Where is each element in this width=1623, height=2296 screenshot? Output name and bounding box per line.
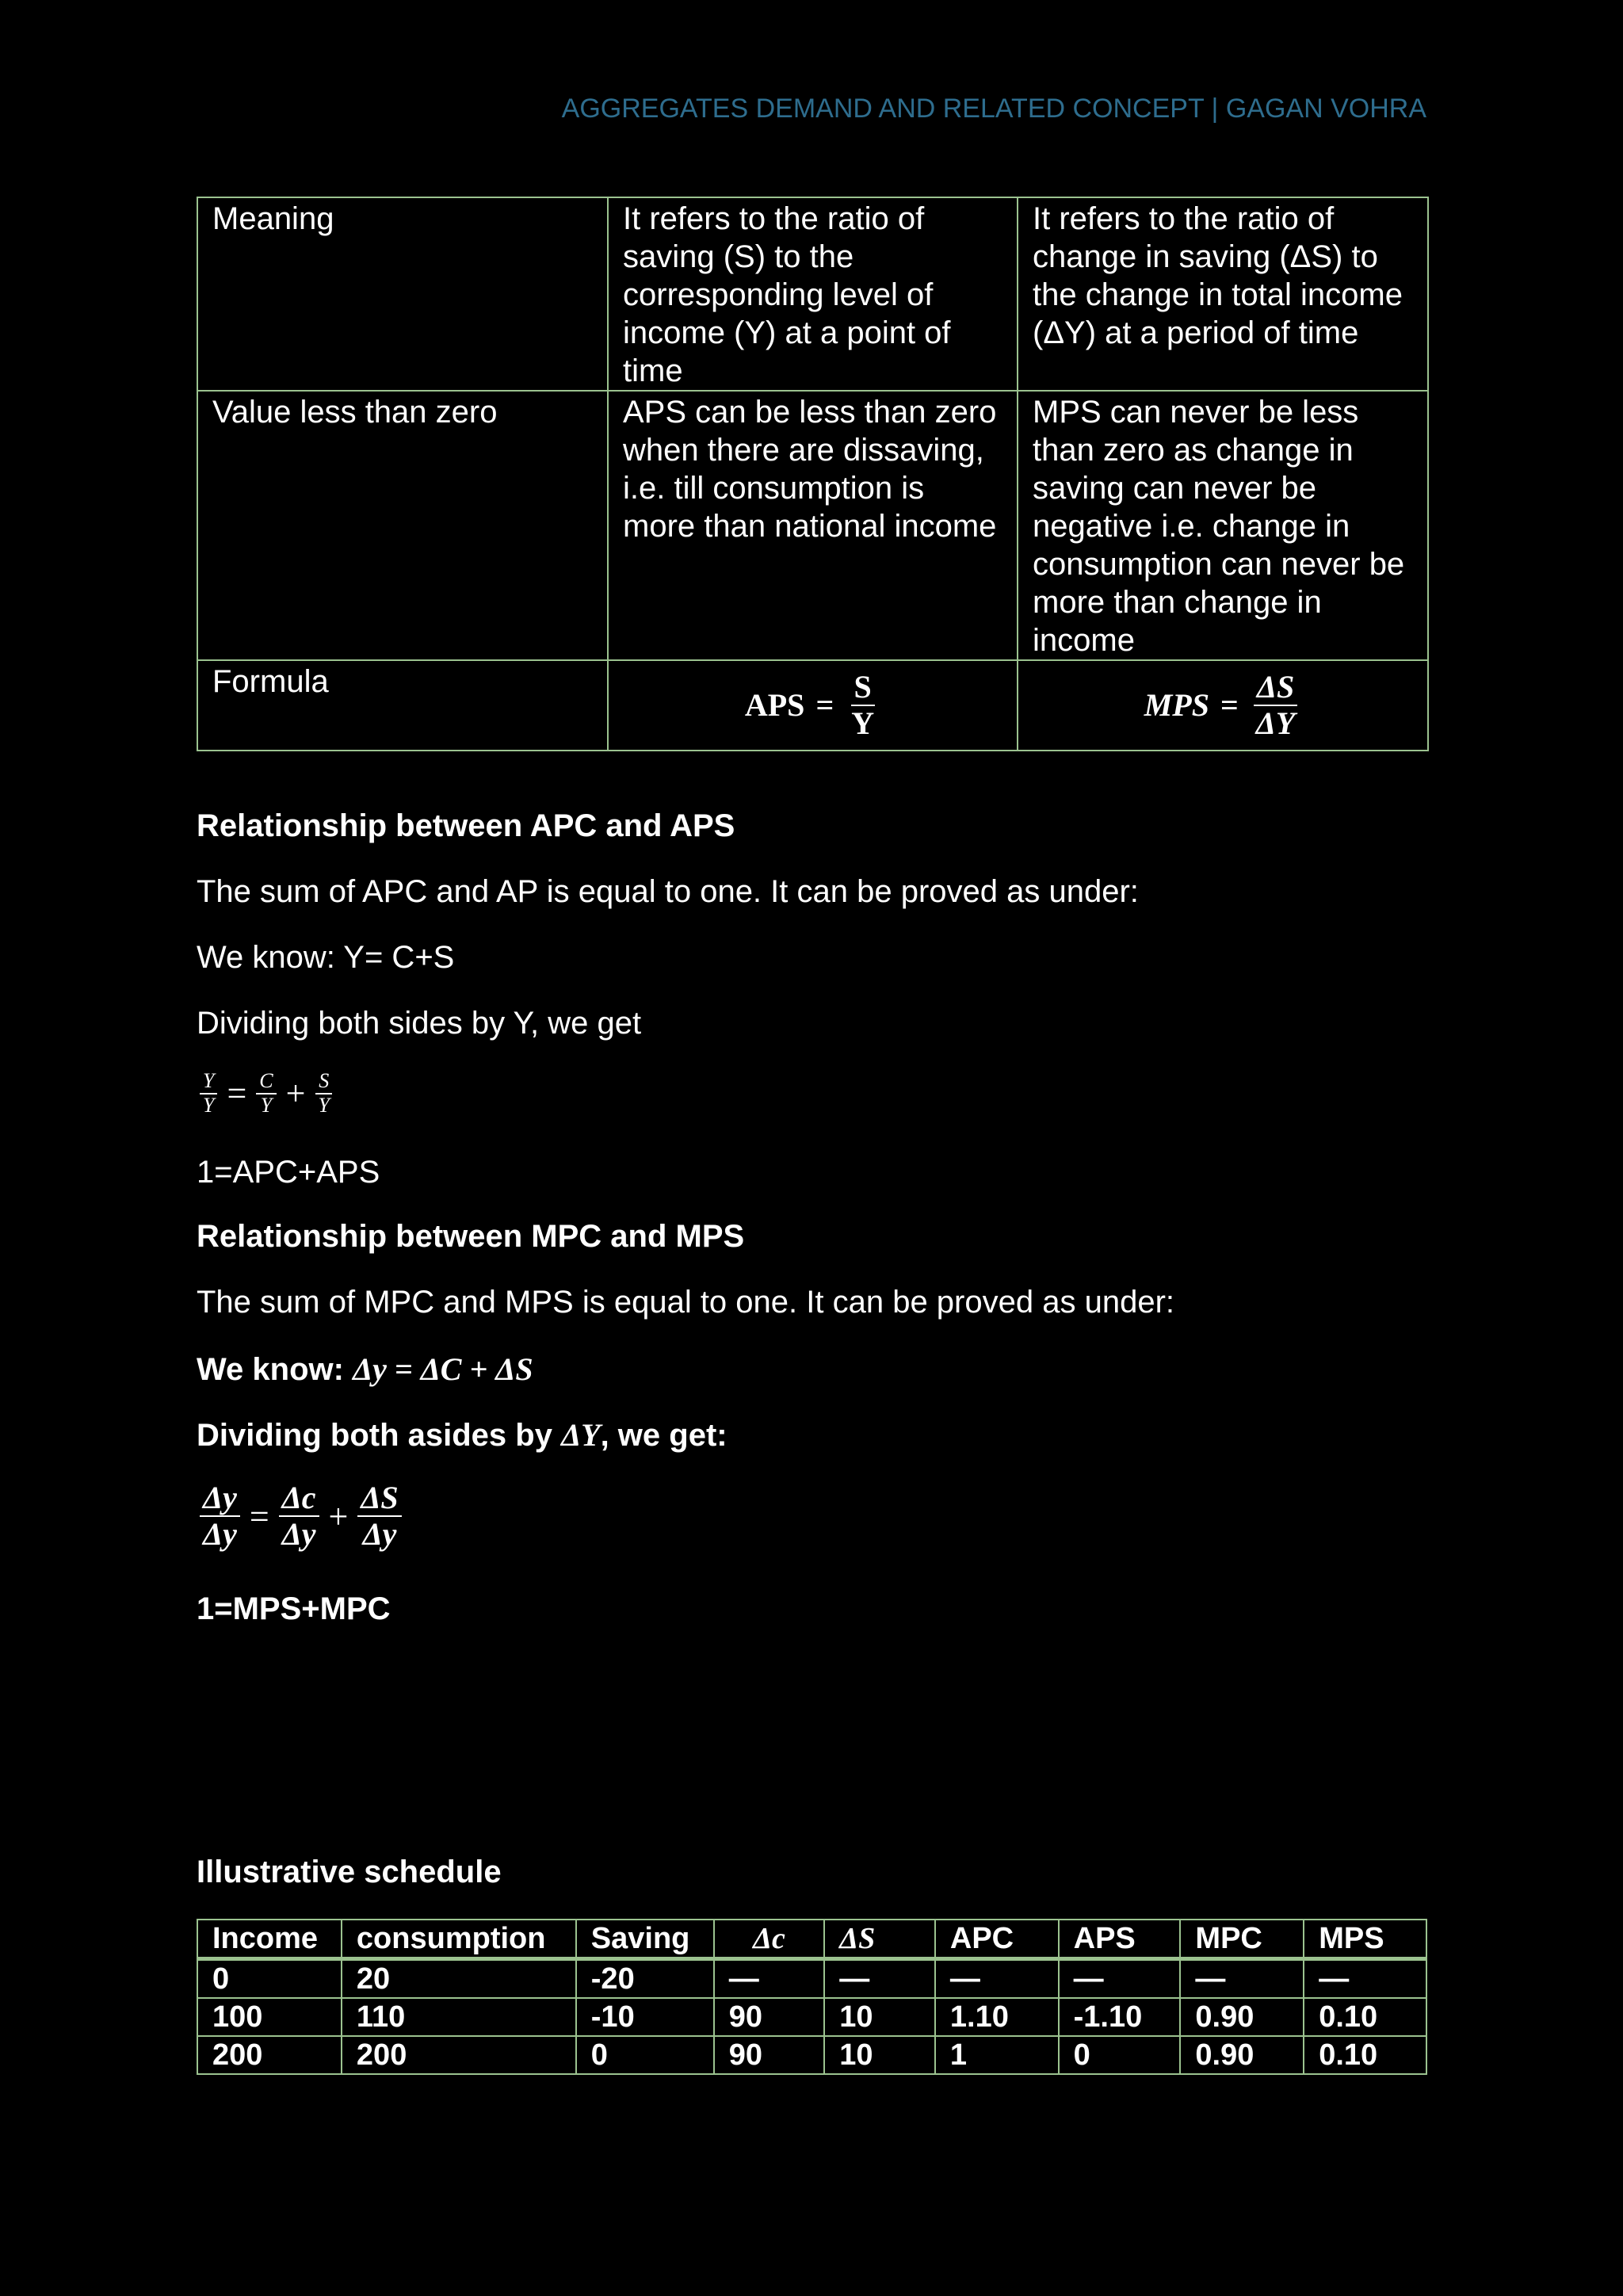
know-equation: Δy = ΔC + ΔS: [353, 1351, 533, 1387]
mps-cell: It refers to the ratio of change in saving (ΔS) to the change in total income (ΔY) at a period of time: [1018, 197, 1428, 391]
numerator: ΔS: [1254, 670, 1297, 706]
table-cell: -10: [576, 1998, 714, 2036]
section-heading-apc-aps: Relationship between APC and APS: [197, 808, 735, 843]
table-cell: 90: [714, 2036, 825, 2074]
column-header: APC: [935, 1920, 1059, 1959]
fraction: [279, 1480, 319, 1552]
numerator: S: [851, 670, 875, 706]
divide-suffix: , we get:: [600, 1418, 727, 1453]
fraction: [848, 670, 877, 741]
equals-sign: =: [249, 1496, 269, 1536]
schedule-title: Illustrative schedule: [197, 1855, 502, 1889]
section-heading-mpc-mps: Relationship between MPC and MPS: [197, 1219, 745, 1254]
table-cell: 200: [342, 2036, 576, 2074]
numerator: Δy: [200, 1480, 240, 1517]
denominator: Δy: [203, 1516, 237, 1552]
table-row: [197, 2036, 1426, 2074]
paragraph: The sum of MPC and MPS is equal to one. It can be proved as under:: [197, 1285, 1175, 1320]
paragraph: We know: Y= C+S: [197, 940, 455, 975]
mpc-mps-equation: [197, 1480, 405, 1552]
row-label: Value less than zero: [197, 391, 608, 660]
column-header: consumption: [342, 1920, 576, 1959]
plus-sign: +: [328, 1496, 349, 1536]
table-cell: —: [1180, 1959, 1304, 1999]
fraction: [357, 1480, 401, 1552]
numerator: S: [315, 1070, 332, 1095]
fraction: [256, 1070, 276, 1117]
column-header: ΔS: [824, 1920, 935, 1959]
denominator: Y: [203, 1093, 215, 1117]
table-cell: —: [824, 1959, 935, 1999]
aps-cell: APS can be less than zero when there are dissaving, i.e. till consumption is more than national income: [608, 391, 1018, 660]
table-row: [197, 660, 1428, 751]
column-header: MPS: [1304, 1920, 1426, 1959]
equals-sign: =: [815, 687, 834, 723]
divide-label: Dividing both asides by: [197, 1418, 562, 1453]
table-cell: —: [714, 1959, 825, 1999]
table-row: [197, 197, 1428, 391]
table-cell: 90: [714, 1998, 825, 2036]
table-cell: —: [1059, 1959, 1181, 1999]
column-header: APS: [1059, 1920, 1181, 1959]
numerator: Y: [200, 1070, 217, 1095]
table-cell: 0: [576, 2036, 714, 2074]
result-line: 1=APC+APS: [197, 1155, 380, 1190]
paragraph: The sum of APC and AP is equal to one. It can be proved as under:: [197, 874, 1139, 909]
denominator: ΔY: [1255, 705, 1296, 741]
table-cell: 200: [197, 2036, 342, 2074]
aps-cell: It refers to the ratio of saving (S) to the corresponding level of income (Y) at a point of time: [608, 197, 1018, 391]
table-cell: 10: [824, 1998, 935, 2036]
formula-lhs: MPS: [1144, 687, 1209, 723]
mps-cell: MPS can never be less than zero as change in saving can never be negative i.e. change in consumption can never be more than change in income: [1018, 391, 1428, 660]
denominator: Δy: [281, 1516, 316, 1552]
table-cell: 1: [935, 2036, 1059, 2074]
table-cell: 0.90: [1180, 1998, 1304, 2036]
denominator: Δy: [362, 1516, 397, 1552]
numerator: C: [256, 1070, 276, 1095]
table-row: [197, 1998, 1426, 2036]
column-header: MPC: [1180, 1920, 1304, 1959]
column-header: Saving: [576, 1920, 714, 1959]
table-cell: —: [935, 1959, 1059, 1999]
result-line: 1=MPS+MPC: [197, 1591, 391, 1626]
table-cell: 0.10: [1304, 2036, 1426, 2074]
table-cell: 100: [197, 1998, 342, 2036]
table-cell: 0: [1059, 2036, 1181, 2074]
table-cell: 0.90: [1180, 2036, 1304, 2074]
know-label: We know:: [197, 1352, 353, 1387]
table-cell: 1.10: [935, 1998, 1059, 2036]
column-header: Δc: [714, 1920, 825, 1959]
divide-math: ΔY: [561, 1417, 601, 1453]
row-label: Formula: [197, 660, 608, 751]
fraction: [315, 1070, 332, 1117]
plus-sign: +: [285, 1074, 306, 1114]
table-row: [197, 391, 1428, 660]
table-cell: 0: [197, 1959, 342, 1999]
table-cell: -20: [576, 1959, 714, 1999]
fraction: [1253, 670, 1299, 741]
formula-lhs: APS: [744, 687, 805, 723]
table-header-row: [197, 1920, 1426, 1959]
numerator: Δc: [279, 1480, 319, 1517]
denominator: Y: [851, 705, 875, 741]
fraction: [200, 1480, 240, 1552]
divide-line: [197, 1416, 727, 1454]
denominator: Y: [260, 1093, 273, 1117]
table-cell: -1.10: [1059, 1998, 1181, 2036]
page-header: AGGREGATES DEMAND AND RELATED CONCEPT | GAGAN VOHRA: [561, 94, 1426, 124]
table-cell: 10: [824, 2036, 935, 2074]
table-cell: 20: [342, 1959, 576, 1999]
illustrative-schedule-table: [197, 1919, 1427, 2075]
row-label: Meaning: [197, 197, 608, 391]
table-cell: 110: [342, 1998, 576, 2036]
mps-formula-cell: [1018, 660, 1428, 751]
table-row: [197, 1959, 1426, 1999]
aps-formula-cell: [608, 660, 1018, 751]
denominator: Y: [318, 1093, 330, 1117]
table-cell: —: [1304, 1959, 1426, 1999]
know-line: [197, 1350, 533, 1388]
equals-sign: =: [1220, 687, 1239, 723]
numerator: ΔS: [357, 1480, 401, 1517]
table-cell: 0.10: [1304, 1998, 1426, 2036]
column-header: Income: [197, 1920, 342, 1959]
equals-sign: =: [227, 1074, 247, 1114]
paragraph: Dividing both sides by Y, we get: [197, 1006, 642, 1041]
apc-aps-equation: [197, 1070, 336, 1117]
fraction: [200, 1070, 217, 1117]
aps-mps-comparison-table: [197, 197, 1429, 751]
